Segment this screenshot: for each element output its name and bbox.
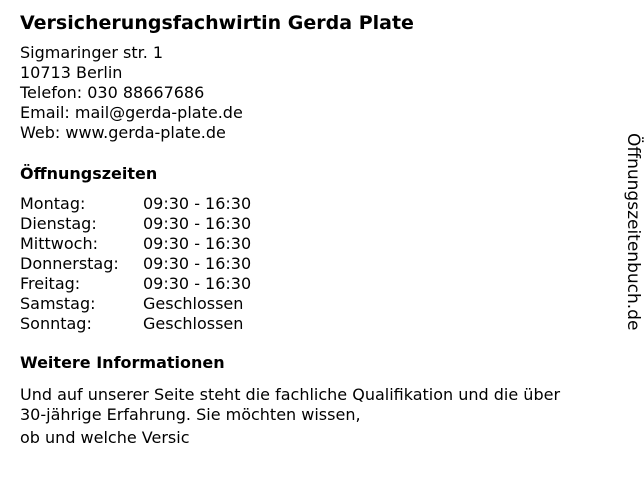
time-value: Geschlossen [143, 314, 244, 333]
day-label: Samstag: [20, 294, 96, 313]
day-label: Mittwoch: [20, 234, 98, 253]
hours-row-wednesday [20, 234, 251, 254]
email-line: Email: mail@gerda-plate.de [20, 103, 243, 122]
phone-line: Telefon: 030 88667686 [20, 83, 205, 102]
day-label: Montag: [20, 194, 86, 213]
street-address: Sigmaringer str. 1 [20, 43, 164, 62]
time-value: 09:30 - 16:30 [143, 274, 252, 293]
info-line: Und auf unserer Seite steht die fachliche Qualifikation und die über [20, 385, 561, 404]
time-value: 09:30 - 16:30 [143, 214, 252, 233]
contact-block [20, 43, 243, 143]
brand-watermark: Öffnungszeitenbuch.de [623, 133, 643, 331]
hours-row-thursday [20, 254, 251, 274]
time-value: 09:30 - 16:30 [143, 194, 252, 213]
hours-row-friday [20, 274, 251, 294]
day-label: Donnerstag: [20, 254, 119, 273]
info-line: 30-jährige Erfahrung. Sie möchten wissen, [20, 405, 361, 424]
business-name: Versicherungsfachwirtin Gerda Plate [20, 12, 414, 34]
more-info-text [20, 385, 620, 448]
hours-row-sunday [20, 314, 251, 334]
hours-row-monday [20, 194, 251, 214]
web-line: Web: www.gerda-plate.de [20, 123, 226, 142]
time-value: Geschlossen [143, 294, 244, 313]
day-label: Freitag: [20, 274, 81, 293]
time-value: 09:30 - 16:30 [143, 254, 252, 273]
more-info-heading: Weitere Informationen [20, 353, 225, 372]
info-line: ob und welche Versic [20, 428, 190, 447]
day-label: Dienstag: [20, 214, 97, 233]
opening-hours-heading: Öffnungszeiten [20, 164, 158, 183]
opening-hours-table [20, 194, 251, 334]
postal-city: 10713 Berlin [20, 63, 123, 82]
hours-row-tuesday [20, 214, 251, 234]
hours-row-saturday [20, 294, 251, 314]
day-label: Sonntag: [20, 314, 92, 333]
time-value: 09:30 - 16:30 [143, 234, 252, 253]
